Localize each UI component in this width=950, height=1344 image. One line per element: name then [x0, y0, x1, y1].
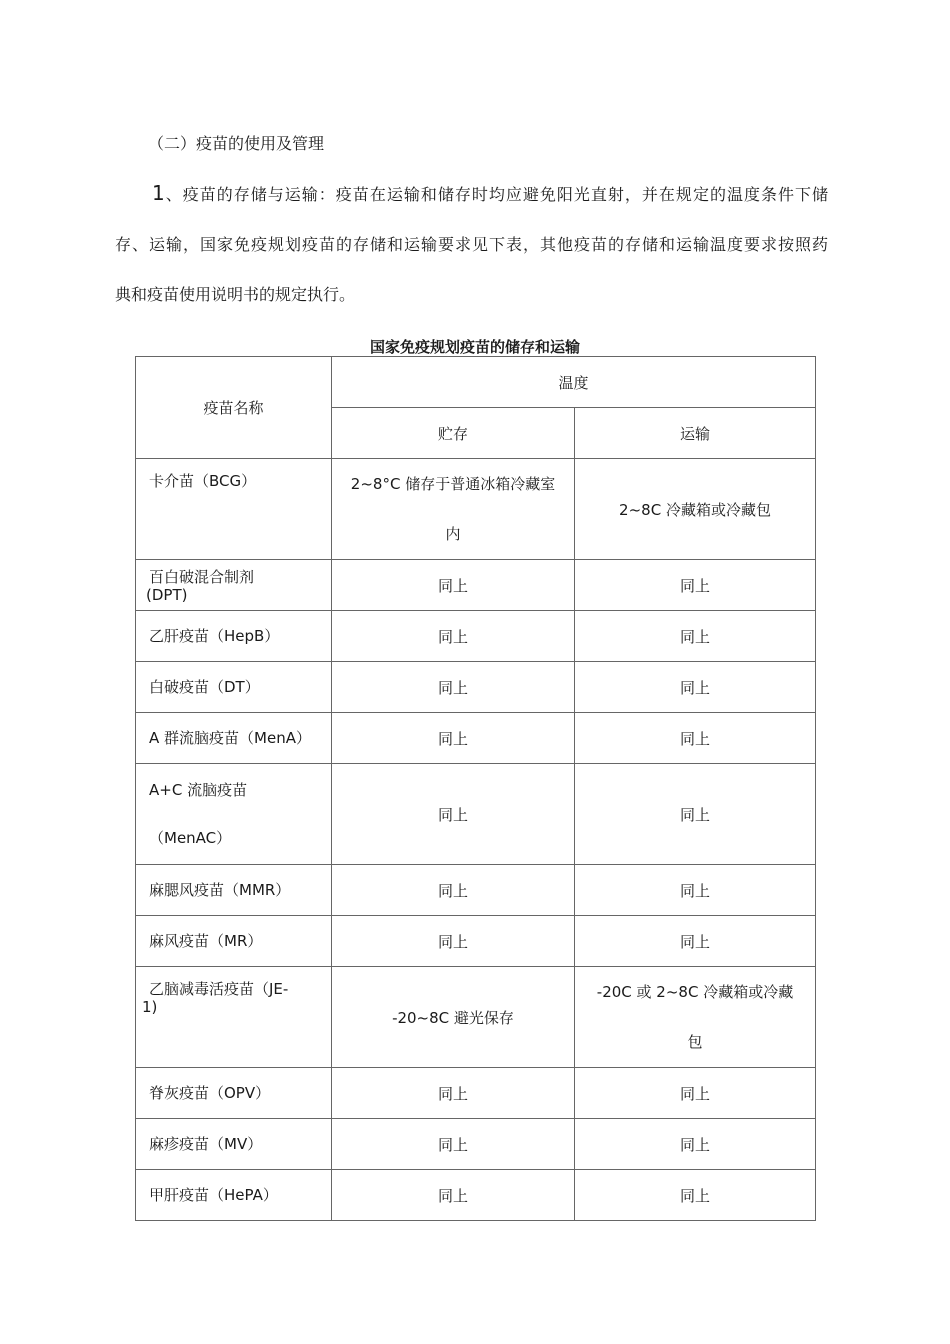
header-transport: 运输	[575, 408, 816, 459]
table-row	[136, 1119, 816, 1170]
storage-cell: 同上	[332, 560, 575, 611]
table-row	[136, 713, 816, 764]
transport-cell: 同上	[575, 1170, 816, 1221]
transport-cell: 2~8C 冷藏箱或冷藏包	[575, 459, 816, 560]
vaccine-name-cell: 白破疫苗（DT）	[136, 662, 332, 713]
table-row	[136, 967, 816, 1068]
section-heading: （二）疫苗的使用及管理	[148, 134, 325, 153]
transport-cell: 同上	[575, 662, 816, 713]
vaccine-name-cell: 脊灰疫苗（OPV）	[136, 1068, 332, 1119]
transport-cell: 同上	[575, 611, 816, 662]
storage-cell: 同上	[332, 662, 575, 713]
vaccine-name-cell: A+C 流脑疫苗 （MenAC）	[136, 764, 332, 865]
table-row	[136, 662, 816, 713]
paragraph-line-2: 存、运输，国家免疫规划疫苗的存储和运输要求见下表，其他疫苗的存储和运输温度要求按照药	[115, 235, 828, 254]
vaccine-name-cell: 麻疹疫苗（MV）	[136, 1119, 332, 1170]
transport-cell: 同上	[575, 1068, 816, 1119]
vaccine-name-cell: 百白破混合制剂 (DPT)	[136, 560, 332, 611]
storage-cell: 同上	[332, 764, 575, 865]
vaccine-table	[135, 356, 816, 1221]
storage-cell: 同上	[332, 1119, 575, 1170]
paragraph-line-1	[152, 183, 828, 205]
transport-cell: 同上	[575, 865, 816, 916]
table-row	[136, 764, 816, 865]
table-row	[136, 1068, 816, 1119]
transport-cell: 同上	[575, 713, 816, 764]
transport-cell: 同上	[575, 764, 816, 865]
vaccine-name-cell: 麻腮风疫苗（MMR）	[136, 865, 332, 916]
vaccine-name-cell: 麻风疫苗（MR）	[136, 916, 332, 967]
storage-cell: 2~8°C 储存于普通冰箱冷藏室 内	[332, 459, 575, 560]
header-storage: 贮存	[332, 408, 575, 459]
table-row	[136, 1170, 816, 1221]
storage-cell: 同上	[332, 1068, 575, 1119]
transport-cell: -20C 或 2~8C 冷藏箱或冷藏 包	[575, 967, 816, 1068]
transport-cell: 同上	[575, 916, 816, 967]
vaccine-name-cell: 乙脑减毒活疫苗（JE- 1)	[136, 967, 332, 1068]
storage-cell: 同上	[332, 1170, 575, 1221]
vaccine-name-cell: 甲肝疫苗（HePA）	[136, 1170, 332, 1221]
storage-cell: -20~8C 避光保存	[332, 967, 575, 1068]
table-row	[136, 916, 816, 967]
table-row	[136, 611, 816, 662]
table-row	[136, 459, 816, 560]
table-title: 国家免疫规划疫苗的储存和运输	[369, 338, 580, 356]
storage-cell: 同上	[332, 916, 575, 967]
paragraph-number: 1	[152, 181, 165, 205]
table-row	[136, 865, 816, 916]
storage-cell: 同上	[332, 713, 575, 764]
table-row	[136, 560, 816, 611]
transport-cell: 同上	[575, 560, 816, 611]
storage-cell: 同上	[332, 865, 575, 916]
vaccine-name-cell: 乙肝疫苗（HepB）	[136, 611, 332, 662]
header-temperature: 温度	[332, 357, 816, 408]
vaccine-name-cell: A 群流脑疫苗（MenA）	[136, 713, 332, 764]
paragraph-text-1: 、疫苗的存储与运输：疫苗在运输和储存时均应避免阳光直射，并在规定的温度条件下储	[164, 185, 828, 204]
paragraph-line-3: 典和疫苗使用说明书的规定执行。	[115, 285, 356, 304]
storage-cell: 同上	[332, 611, 575, 662]
header-vaccine-name: 疫苗名称	[136, 357, 332, 459]
vaccine-name-cell: 卡介苗（BCG）	[136, 459, 332, 560]
transport-cell: 同上	[575, 1119, 816, 1170]
